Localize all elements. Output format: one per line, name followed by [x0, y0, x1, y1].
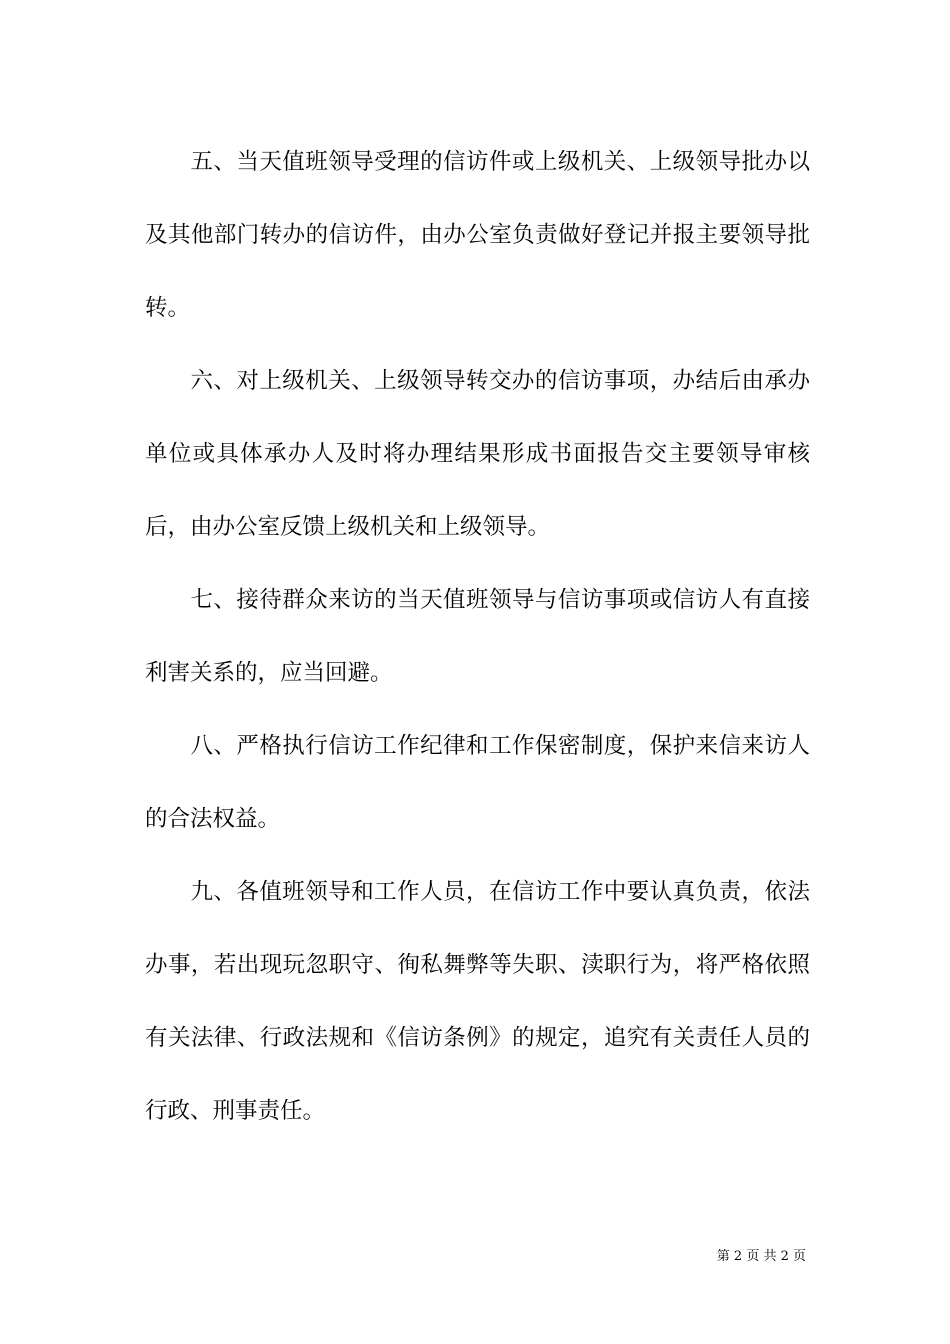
paragraph-5: [145, 126, 810, 345]
paragraph-7-text: 七、接待群众来访的当天值班领导与信访事项或信访人有直接利害关系的，应当回避。: [145, 587, 810, 686]
paragraph-9-text: 九、各值班领导和工作人员，在信访工作中要认真负责，依法办事，若出现玩忽职守、徇私舞弊等失职、渎职行为，将严格依照有关法律、行政法规和《信访条例》的规定，追究有关责任人员的行政、刑事责任。: [145, 879, 810, 1124]
document-body: [145, 126, 810, 1148]
paragraph-9: [145, 856, 810, 1148]
page-number-footer: 第 2 页 共 2 页: [716, 1249, 806, 1264]
paragraph-6-text: 六、对上级机关、上级领导转交办的信访事项，办结后由承办单位或具体承办人及时将办理结果形成书面报告交主要领导审核后，由办公室反馈上级机关和上级领导。: [145, 368, 810, 540]
paragraph-8-text: 八、严格执行信访工作纪律和工作保密制度，保护来信来访人的合法权益。: [145, 733, 810, 832]
paragraph-7: [145, 564, 810, 710]
paragraph-6: [145, 345, 810, 564]
paragraph-5-text: 五、当天值班领导受理的信访件或上级机关、上级领导批办以及其他部门转办的信访件，由办公室负责做好登记并报主要领导批转。: [145, 149, 810, 321]
paragraph-8: [145, 710, 810, 856]
